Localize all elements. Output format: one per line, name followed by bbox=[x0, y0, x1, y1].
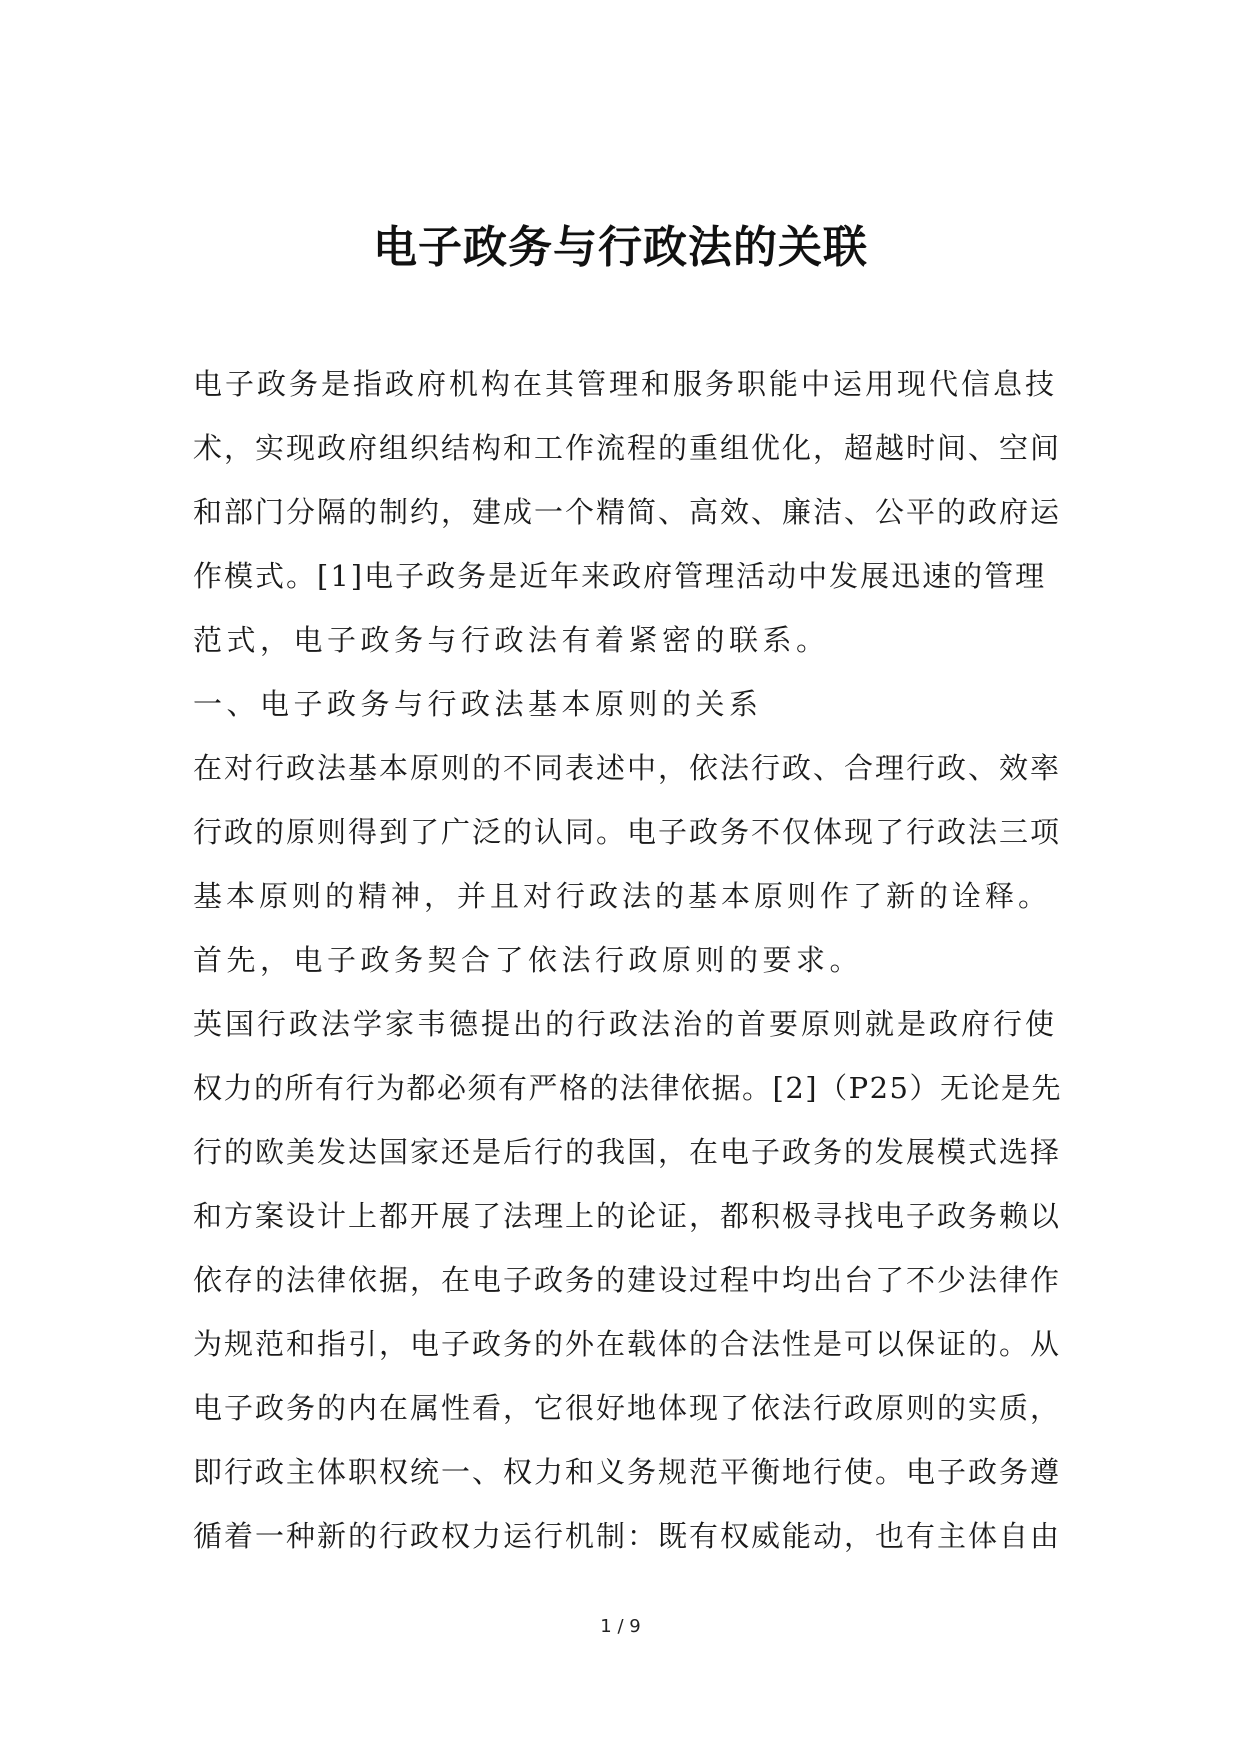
body-line: 英国行政法学家韦德提出的行政法治的首要原则就是政府行使 bbox=[193, 1007, 1058, 1041]
page-number: 1 / 9 bbox=[600, 1616, 641, 1637]
body-line: 行政的原则得到了广泛的认同。电子政务不仅体现了行政法三项 bbox=[193, 815, 1062, 849]
body-line: 作模式。[1]电子政务是近年来政府管理活动中发展迅速的管理 bbox=[193, 559, 1047, 593]
document-body bbox=[193, 352, 1063, 1568]
body-line: 基本原则的精神，并且对行政法的基本原则作了新的诠释。 bbox=[193, 879, 1052, 913]
body-line: 范式，电子政务与行政法有着紧密的联系。 bbox=[193, 623, 830, 657]
body-line: 首先，电子政务契合了依法行政原则的要求。 bbox=[193, 943, 864, 977]
body-line: 即行政主体职权统一、权力和义务规范平衡地行使。电子政务遵 bbox=[193, 1455, 1062, 1489]
body-line: 和部门分隔的制约，建成一个精简、高效、廉洁、公平的政府运 bbox=[193, 495, 1062, 529]
body-line: 行的欧美发达国家还是后行的我国，在电子政务的发展模式选择 bbox=[193, 1135, 1062, 1169]
body-line: 权力的所有行为都必须有严格的法律依据。[2]（P25）无论是先 bbox=[193, 1071, 1062, 1105]
body-line: 电子政务是指政府机构在其管理和服务职能中运用现代信息技 bbox=[193, 367, 1058, 401]
document-title: 电子政务与行政法的关联 bbox=[373, 222, 868, 273]
body-line: 为规范和指引，电子政务的外在载体的合法性是可以保证的。从 bbox=[193, 1327, 1062, 1361]
body-line: 循着一种新的行政权力运行机制：既有权威能动，也有主体自由 bbox=[193, 1519, 1062, 1553]
body-line: 电子政务的内在属性看，它很好地体现了依法行政原则的实质， bbox=[193, 1391, 1062, 1425]
body-line: 在对行政法基本原则的不同表述中，依法行政、合理行政、效率 bbox=[193, 751, 1062, 785]
body-line: 和方案设计上都开展了法理上的论证，都积极寻找电子政务赖以 bbox=[193, 1199, 1062, 1233]
section-heading: 一、电子政务与行政法基本原则的关系 bbox=[193, 687, 763, 721]
body-line: 依存的法律依据，在电子政务的建设过程中均出台了不少法律作 bbox=[193, 1263, 1062, 1297]
body-line: 术，实现政府组织结构和工作流程的重组优化，超越时间、空间 bbox=[193, 431, 1062, 465]
